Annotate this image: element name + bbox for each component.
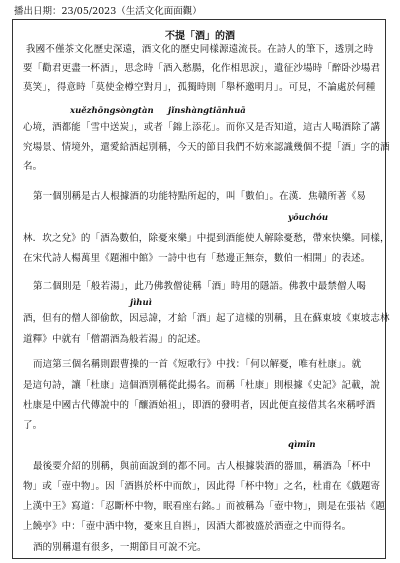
text-line: 第一個別稱是古人根據酒的功能特點所起的，叫「數伯」。在漢．焦贛所著《易 xyxy=(33,191,367,202)
text-line: 要「勸君更盡一杯酒」，思念時「酒入愁腸，化作相思淚」，遺征沙場時「醉卧沙場君 xyxy=(23,63,381,74)
page-title: 不提「酒」的酒 xyxy=(165,31,235,42)
text-line: 了。 xyxy=(23,420,43,431)
text-line: 究場景、情境外，還愛給酒起別稱，今天的節目我們不妨來認識幾個不提「酒」字的酒 xyxy=(23,142,390,153)
text-line: 酒，但有的僧人卻偷飲，因忌諱，才給「酒」起了這樣的別稱，且在蘇東坡《東坡志林 xyxy=(23,313,390,324)
pinyin-annotation: qìmǐn xyxy=(288,440,316,450)
pinyin-annotation: yōuchóu xyxy=(288,213,328,223)
text-line: 最後要介紹的別稱，與前面說到的都不同。古人根據裝酒的器皿，稱酒為「杯中 xyxy=(33,461,371,472)
text-line: 而這第三個名稱則跟曹操的一首《短歌行》中找：「何以解憂，唯有杜康」。就 xyxy=(33,359,362,370)
broadcast-date-header: 播出日期：23/05/2023（生活文化面面觀） xyxy=(14,6,202,17)
text-line: 心境，酒都能「雪中送炭」，或者「錦上添花」。而你又是否知道，這古人喝酒除了講 xyxy=(23,122,381,133)
pinyin-annotation: jǐnshàngtiānhuā xyxy=(168,106,246,116)
text-line: 道釋》中就有「僧謂酒為般若湯」的記述。 xyxy=(23,334,207,345)
text-line: 物」或「壺中物」。因「酒斟於杯中而飲」，因此得「杯中物」之名，杜甫在《戲題寄 xyxy=(23,481,381,492)
text-line: 杜康是中國古代傳說中的「釀酒始祖」，即酒的發明者，因此便直接借其名來稱呼酒 xyxy=(23,400,376,411)
text-line: 第二個則是「般若湯」，此乃佛教僧徒稱「酒」時用的隱語。佛教中最禁僧人喝 xyxy=(33,281,367,292)
pinyin-annotation: jìhuì xyxy=(130,298,152,308)
text-line: 在宋代詩人楊萬里《題湘中館》一詩中也有「愁邊正無奈，數伯一相開」的表述。 xyxy=(23,253,371,264)
text-line: 是這句詩，讓「杜康」這個酒別稱從此揚名。而稱「杜康」則根據《史記》記載，說 xyxy=(23,380,381,391)
pinyin-annotation: xuězhōngsòngtàn xyxy=(70,106,154,116)
text-line: 酒的別稱還有很多，一期節目可說不完。 xyxy=(33,542,207,553)
text-line: 名。 xyxy=(23,161,43,172)
text-line: 莫笑」，得意時「莫使金樽空對月」，孤獨時則「舉杯邀明月」。可見，不論處於何種 xyxy=(23,82,376,93)
text-line: 林．坎之兌》的「酒為數伯，除憂來樂」中提到酒能使人解除憂愁，帶來快樂。同樣， xyxy=(23,233,390,244)
text-line: 上漢中王》寫道：「忍斷杯中物，眠看座右銘。」而被稱為「壺中物」，則是在張祜《題 xyxy=(23,501,386,512)
text-line: 我國不僅茶文化歷史深遠，酒文化的歷史同樣源遠流長。在詩人的筆下，透別之時 xyxy=(26,44,374,55)
text-line: 上饒亭》中：「壺中酒中物，憂來且自斟」，因酒大都被盛於酒壺之中而得名。 xyxy=(23,521,352,532)
